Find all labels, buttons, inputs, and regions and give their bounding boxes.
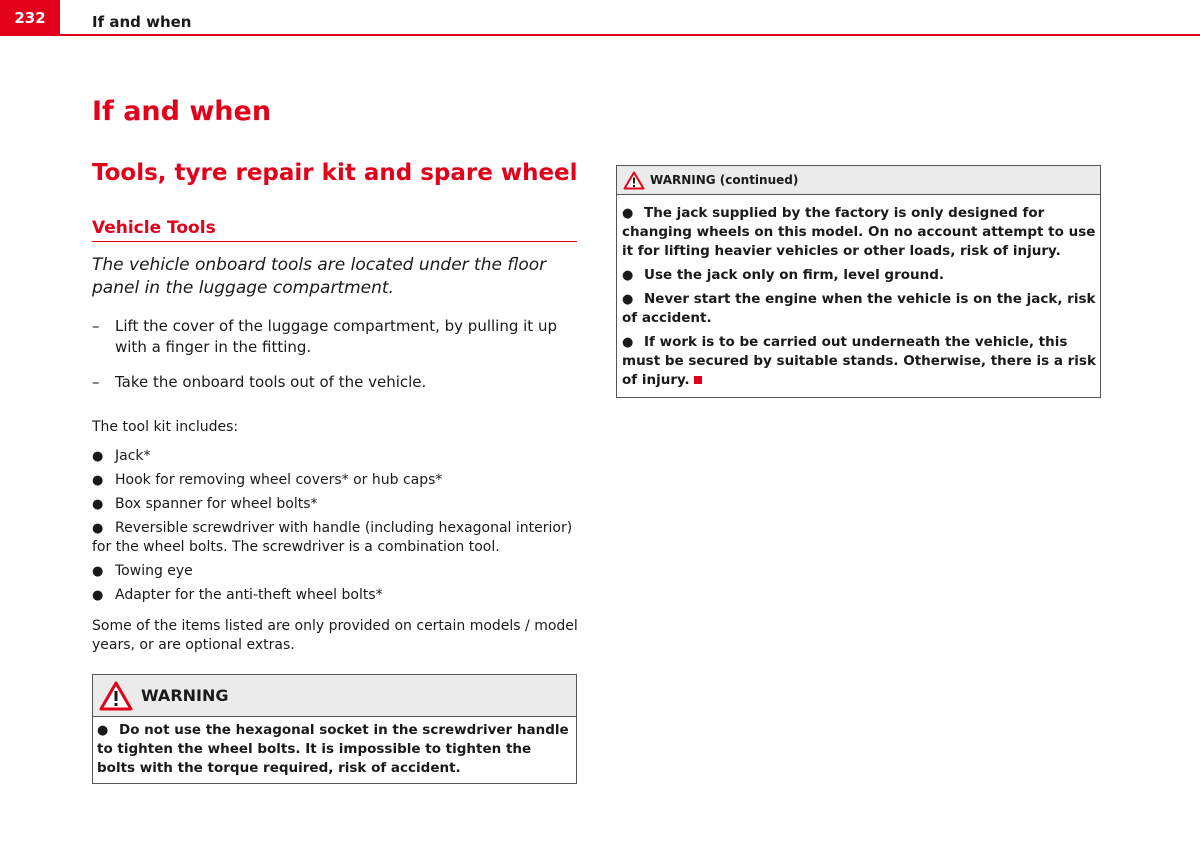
header-rule bbox=[60, 34, 1200, 36]
instruction-steps bbox=[92, 316, 582, 407]
end-of-section-icon bbox=[694, 376, 702, 384]
warning-triangle-icon bbox=[623, 171, 645, 190]
bullet-icon: ● bbox=[92, 521, 104, 536]
intro-text: The vehicle onboard tools are located under the floor panel in the luggage compartment. bbox=[92, 255, 547, 298]
warning-triangle-icon bbox=[99, 681, 133, 711]
warning-item-text: Do not use the hexagonal socket in the screwdriver handle to tighten the wheel bolts. It is impossible to tighten the bolts with the torque required, risk of accident. bbox=[97, 722, 569, 776]
step-dash: – bbox=[92, 317, 100, 335]
list-item-text: Adapter for the anti-theft wheel bolts* bbox=[115, 587, 383, 603]
tool-kit-intro: The tool kit includes: bbox=[92, 419, 239, 435]
list-item bbox=[92, 495, 582, 514]
warning-item-text: Never start the engine when the vehicle is on the jack, risk of accident. bbox=[622, 291, 1096, 326]
list-item bbox=[92, 586, 582, 605]
step-dash: – bbox=[92, 373, 100, 391]
warning-item bbox=[622, 204, 1096, 261]
list-item bbox=[92, 447, 582, 466]
warning-continued-label: WARNING (continued) bbox=[650, 173, 799, 187]
list-item-text: Box spanner for wheel bolts* bbox=[115, 496, 318, 512]
bullet-icon: ● bbox=[622, 268, 634, 283]
availability-note: Some of the items listed are only provided on certain models / model years, or are optional extras. bbox=[92, 618, 578, 653]
step-text: Take the onboard tools out of the vehicle. bbox=[115, 373, 427, 391]
list-item-text: Reversible screwdriver with handle (including hexagonal interior) for the wheel bolts. The screwdriver is a combination tool. bbox=[92, 520, 573, 555]
section-title: Tools, tyre repair kit and spare wheel bbox=[92, 160, 578, 186]
warning-header bbox=[93, 675, 576, 717]
warning-item-text: The jack supplied by the factory is only designed for changing wheels on this model. On no account attempt to use it for lifting heavier vehicles or other loads, risk of injury. bbox=[622, 205, 1096, 259]
running-header-title: If and when bbox=[92, 13, 192, 31]
warning-item bbox=[622, 290, 1096, 328]
list-item-text: Hook for removing wheel covers* or hub caps* bbox=[115, 472, 443, 488]
bullet-icon: ● bbox=[92, 497, 104, 512]
warning-continued-body bbox=[617, 195, 1100, 397]
bullet-icon: ● bbox=[92, 473, 104, 488]
warning-item-text: Use the jack only on firm, level ground. bbox=[644, 267, 945, 283]
bullet-icon: ● bbox=[97, 723, 109, 738]
bullet-icon: ● bbox=[92, 588, 104, 603]
list-item bbox=[92, 519, 582, 557]
warning-continued-header bbox=[617, 166, 1100, 195]
list-item-text: Towing eye bbox=[115, 563, 193, 579]
warning-item bbox=[622, 333, 1096, 390]
warning-label: WARNING bbox=[141, 686, 229, 705]
step-text: Lift the cover of the luggage compartment, by pulling it up with a finger in the fitting. bbox=[115, 317, 557, 356]
bullet-icon: ● bbox=[622, 206, 634, 221]
list-item bbox=[92, 471, 582, 490]
instruction-step bbox=[92, 316, 582, 358]
subsection-title: Vehicle Tools bbox=[92, 218, 577, 242]
chapter-title: If and when bbox=[92, 96, 272, 127]
tool-kit-list bbox=[92, 447, 582, 610]
instruction-step bbox=[92, 372, 582, 393]
bullet-icon: ● bbox=[92, 564, 104, 579]
bullet-icon: ● bbox=[622, 335, 634, 350]
warning-item bbox=[93, 717, 576, 783]
warning-box bbox=[92, 674, 577, 784]
warning-item bbox=[622, 266, 1096, 285]
warning-continued-box bbox=[616, 165, 1101, 398]
page-number: 232 bbox=[0, 0, 60, 36]
list-item-text: Jack* bbox=[115, 448, 151, 464]
warning-item-text: If work is to be carried out underneath the vehicle, this must be secured by suitable stands. Otherwise, there is a risk of injury. bbox=[622, 334, 1096, 388]
bullet-icon: ● bbox=[92, 449, 104, 464]
list-item bbox=[92, 562, 582, 581]
bullet-icon: ● bbox=[622, 292, 634, 307]
